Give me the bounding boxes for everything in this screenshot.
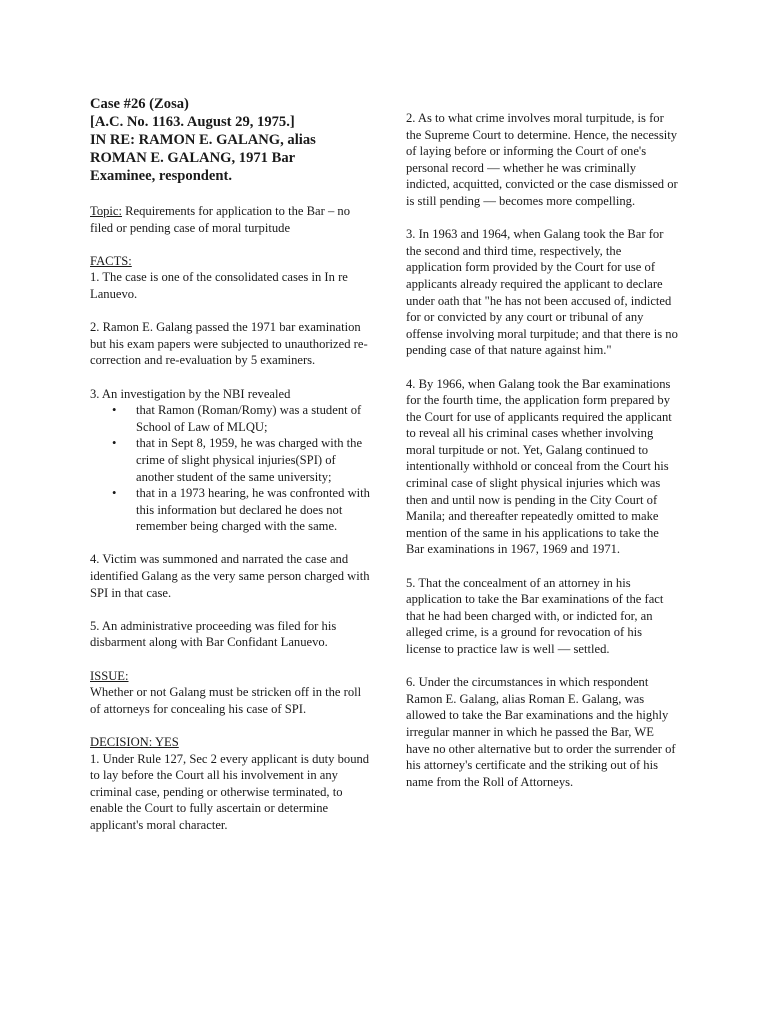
topic-label: Topic: [90,204,122,218]
list-item: • that in a 1973 hearing, he was confronted with this information but declared he does not remember being charged with the same. [112,486,370,534]
decision-paragraph-4: 4. By 1966, when Galang took the Bar examinations for the fourth time, the application form prepared by the Court for use of applicants required the applicant to reveal all his criminal cases whether involving moral turpitude or not. Yet, Galang continued to intentionally withhold or conceal from the Court his criminal case of slight physical injuries which was then and until now is pending in the City Court of Manila; and thereafter repeatedly omitted to make mention of the same in his applications to take the Bar examinations in 1967, 1969 and 1971. [406,376,672,557]
bullet-icon: • [112,436,117,451]
decision-heading: DECISION: YES [90,735,179,749]
case-number: Case #26 (Zosa) [90,96,189,112]
case-name-line-1: IN RE: RAMON E. GALANG, alias [90,132,316,148]
nbi-findings-list [90,402,372,535]
facts-paragraph-1: 1. The case is one of the consolidated cases in In re Lanuevo. [90,270,348,301]
topic-paragraph [90,203,372,236]
topic-text: Requirements for application to the Bar – no filed or pending case of moral turpitude [90,204,351,235]
facts-paragraph-4: 4. Victim was summoned and narrated the case and identified Galang as the very same person charged with SPI in that case. [90,552,370,600]
issue-text: Whether or not Galang must be stricken off in the roll of attorneys for concealing his case of SPI. [90,685,362,716]
list-item: • that in Sept 8, 1959, he was charged with the crime of slight physical injuries(SPI) of another student of the same university; [112,436,363,484]
bullet-icon: • [112,486,117,501]
facts-heading: FACTS: [90,253,132,268]
right-column [406,110,680,807]
decision-paragraph-1: 1. Under Rule 127, Sec 2 every applicant is duty bound to lay before the Court all his involvement in any criminal case, pending or otherwise terminated, to enable the Court to fully ascertain or determine applicant's moral character. [90,751,370,832]
left-column [90,95,372,850]
list-item: • that Ramon (Roman/Romy) was a student of School of Law of MLQU; [112,403,362,434]
case-name-line-3: Examinee, respondent. [90,168,233,184]
issue-heading: ISSUE: [90,668,129,683]
facts-paragraph-2: 2. Ramon E. Galang passed the 1971 bar examination but his exam papers were subjected to unauthorized re-correction and re-evaluation by 5 examiners. [90,320,368,368]
decision-paragraph-6: 6. Under the circumstances in which respondent Ramon E. Galang, alias Roman E. Galang, was allowed to take the Bar examinations and the highly irregular manner in which he passed the Bar, WE have no other alternative but to order the surrender of his attorney's certificate and the striking out of his name from the Roll of Attorneys. [406,675,676,789]
facts-paragraph-5: 5. An administrative proceeding was filed for his disbarment along with Bar Confidant Lanuevo. [90,618,337,650]
case-citation: [A.C. No. 1163. August 29, 1975.] [90,114,295,130]
decision-paragraph-2: 2. As to what crime involves moral turpitude, is for the Supreme Court to determine. Hence, the necessity of laying before or informing the Court of one's personal record — whether he was criminally indicted, acquitted, convicted or the case dismissed or is still pending — becomes more compelling. [406,111,678,208]
decision-paragraph-3: 3. In 1963 and 1964, when Galang took the Bar for the second and third time, respectively, the application form provided by the Court for use of applicants already required the applicant to declare under oath that "he has not been accused of, indicted for or convicted by any court or tribunal of any offense involving moral turpitude; and that there is no pending case of that nature against him." [406,227,678,358]
facts-paragraph-3: 3. An investigation by the NBI revealed [90,386,291,401]
bullet-icon: • [112,403,117,418]
case-title [90,95,372,185]
case-name-line-2: ROMAN E. GALANG, 1971 Bar [90,150,296,166]
decision-paragraph-5: 5. That the concealment of an attorney in his application to take the Bar examinations of the fact that he had been charged with, or indicted for, an alleged crime, is a ground for revocation of his license to practice law is well — settled. [406,575,664,656]
